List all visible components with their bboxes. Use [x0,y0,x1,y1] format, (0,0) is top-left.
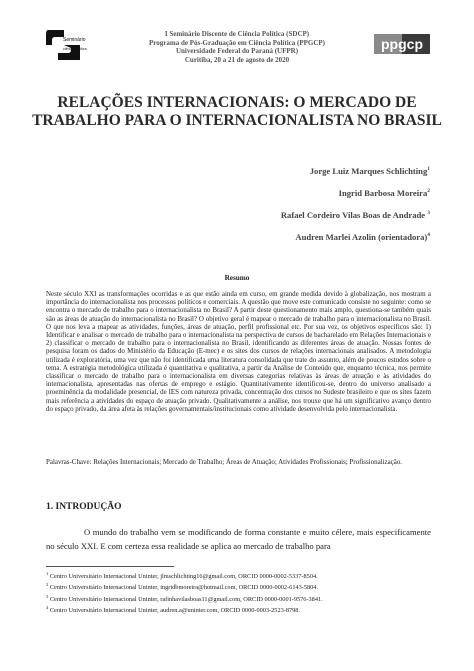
footnote-divider [46,566,174,567]
footnote-1 [46,570,446,581]
author-name: Ingrid Barbosa Moreira [338,188,428,198]
title-line-2: TRABALHO PARA O INTERNACIONALISTA NO BRASIL [32,112,442,129]
author-4 [281,232,430,254]
footnote-mark: 4 [427,232,430,239]
footnote-mark: 1 [427,166,430,173]
author-name: Jorge Luiz Marques Schlichting [309,166,428,176]
footnote-text: Centro Universitário Internacional Uninter, rafinhavilasboas11@gmail.com, ORCID 0000-0001-9576-3841. [48,595,323,603]
seminar-logo-text: Seminário [63,37,86,43]
author-3 [281,210,430,232]
footnote-text: Centro Universitário Internacional Uninter, jlmschlichting16@gmail.com, ORCID 0000-0002-5337-8504. [48,573,318,581]
author-2 [281,188,430,210]
footnote-number: 1 [46,571,49,576]
author-list [281,166,430,254]
footnote-4 [46,604,446,615]
title-line-1: RELAÇÕES INTERNACIONAIS: O MERCADO DE [57,94,417,111]
header-line-event: I Seminário Discente de Ciência Política (SDCP) [164,30,310,38]
header-line-program: Programa de Pós-Graduação em Ciência Política (PPGCP) [149,38,325,47]
ppgcp-logo [374,34,430,54]
author-1 [281,166,430,188]
footnote-number: 2 [46,582,49,588]
conference-header [120,30,354,64]
keywords: Palavras-Chave: Relações Internacionais; Mercado de Trabalho; Áreas de Atuação; Atividades Profissionais; Profissionalização. [46,458,403,466]
abstract-body: Neste século XXI as transformações ocorridas e as que estão ainda em curso, em grande medida devido à globalização, nos mostram a importância do internacionalista nos processos políticos e comerciais. A questão que move este comunicado consiste no seguinte: como se encontra o mercado de trabalho para o internacionalista no Brasil? A partir deste questionamento mais amplo, questiona-se também quais são as áreas de atuação do internacionalista no Brasil? O objetivo geral é mapear o mercado de trabalho para o internacionalista no Brasil. O que nos leva a mapear as atividades, funções, áreas de atuação, perfil profissional etc. Por sua vez, os objetivos específicos são: 1) Identificar e analisar o mercado de trabalho para o internacionalista na perspectiva de cursos de bacharelado em Relações Internacionais e 2) classificar o mercado de trabalho para o internacionalista no Brasil, identificando as diferentes áreas de atuação. Nossas fontes de pesquisa foram os dados do Ministério da Educação (E-mec) e os sites dos cursos de relações internacionais analisados. A metodologia utilizada é exploratória, uma vez que não foi identificada uma literatura consolidada que trate do assunto, além de poucos estudos sobre o tema. A estratégia metodológica utilizada é quantitativa e qualitativa, a partir da Análise de Conteúdo que, enquanto técnica, nos permite classificar o mercado de trabalho para o internacionalista em diversas categorias relativas às áreas de atuação e às atividades do internacionalista, apresentadas nas ofertas de emprego e estágio. Quantitativamente identificou-se, dentro do universo analisado a proeminência da modalidade presencial, de IES com natureza privada, concentração dos cursos no Sudeste brasileiro e que os sites fazem mais referência a atividades do espaço de atuação privado. Qualitativamente a análise, nos trouxe que há um significativo avanço dentro do espaço privado, da área afeta às relações governamentais/institucionais como atividade desenvolvida pelo internacionalista. [46,290,431,413]
footnote-number: 3 [46,593,49,599]
header-line-date: Curitiba, 20 a 21 de agosto de 2020 [184,55,290,64]
seminar-logo [42,28,102,62]
footnote-2 [46,581,446,592]
section-heading: 1. INTRODUÇÃO [46,502,122,512]
abstract-heading: Resumo [224,274,250,282]
header-line-university: Universidade Federal do Paraná (UFPR) [175,47,299,56]
footnote-number: 4 [46,605,49,611]
footnote-text: Centro Universitário Internacional Uninter, audren.a@uninter.com, ORCID 0000-0003-2523-8798. [48,607,301,615]
author-name: Audren Marlei Azolin (orientadora) [295,232,428,242]
footnote-3 [46,593,446,604]
footnotes [46,570,446,616]
ppgcp-logo-text: ppgcp [381,36,423,52]
seminar-logo-subtext: ciência política [63,47,87,51]
footnote-text: Centro Universitário Internacional Uninter, ingridbmoreira@hotmail.com, ORCID 0000-0002-6143-5804. [48,584,319,592]
footnote-mark: 3 [427,210,430,217]
section-body: O mundo do trabalho vem se modificando de forma constante e muito célere, mais especificamente no século XXI. E com certeza essa realidade se aplica ao mercado de trabalho para [46,527,431,552]
paper-title [30,94,444,130]
footnote-mark: 2 [427,188,430,195]
author-name: Rafael Cordeiro Vilas Boas de Andrade [280,210,428,220]
